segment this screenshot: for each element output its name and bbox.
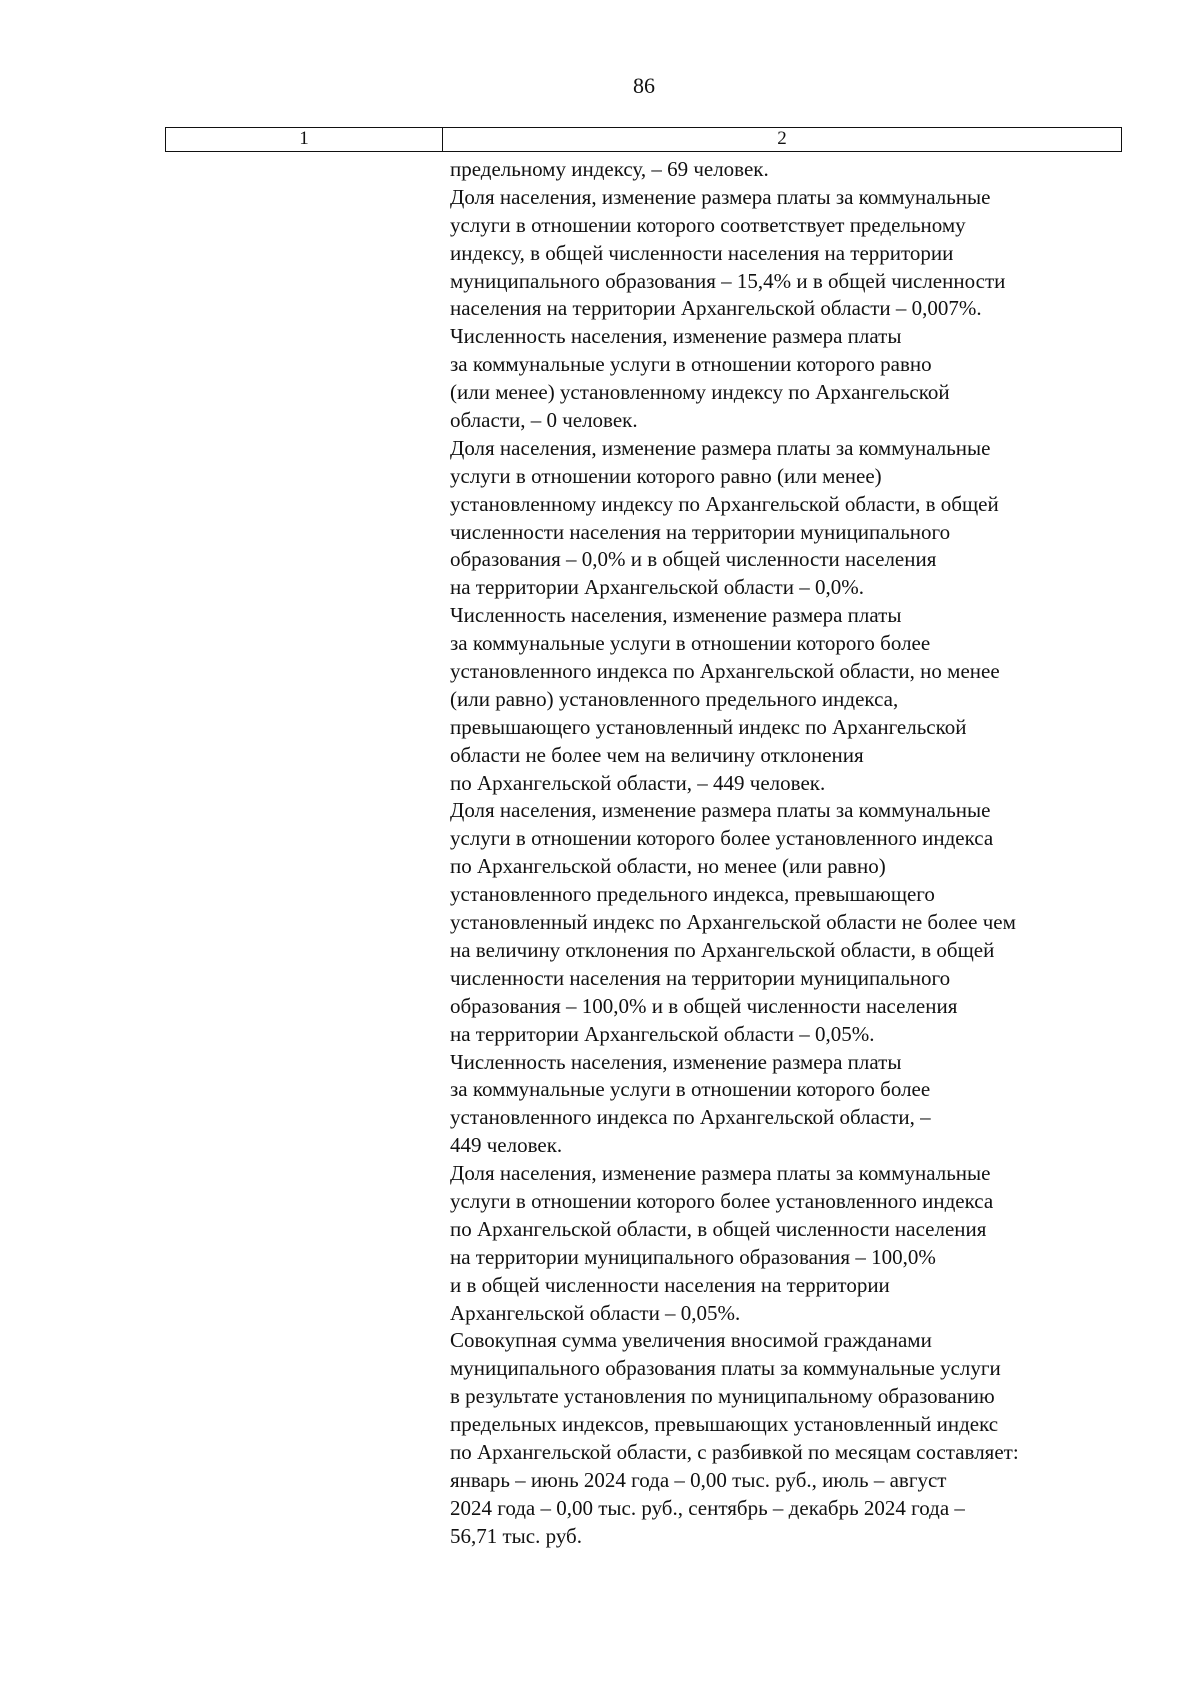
text-line: 2024 года – 0,00 тыс. руб., сентябрь – декабрь 2024 года – bbox=[450, 1495, 965, 1520]
text-line: по Архангельской области, но менее (или равно) bbox=[450, 854, 886, 879]
text-line: Доля населения, изменение размера платы за коммунальные bbox=[450, 435, 991, 460]
text-line: Численность населения, изменение размера платы bbox=[450, 1049, 902, 1074]
page-number: 86 bbox=[633, 73, 655, 98]
text-line: области не более чем на величину отклонения bbox=[450, 742, 864, 767]
text-line: Доля населения, изменение размера платы за коммунальные bbox=[450, 1161, 991, 1186]
text-line: по Архангельской области, – 449 человек. bbox=[450, 770, 826, 795]
text-line: образования – 100,0% и в общей численности населения bbox=[450, 993, 958, 1018]
text-line: муниципального образования – 15,4% и в общей численности bbox=[450, 268, 1006, 293]
text-line: области, – 0 человек. bbox=[450, 408, 638, 433]
text-line: индексу, в общей численности населения на территории bbox=[450, 240, 954, 265]
text-line: на территории муниципального образования – 100,0% bbox=[450, 1244, 936, 1269]
text-line: Архангельской области – 0,05%. bbox=[450, 1300, 741, 1325]
text-line: численности населения на территории муниципального bbox=[450, 519, 951, 544]
text-line: Численность населения, изменение размера платы bbox=[450, 603, 902, 628]
text-line: (или менее) установленному индексу по Архангельской bbox=[450, 380, 950, 405]
text-line: предельных индексов, превышающих установленный индекс bbox=[450, 1412, 999, 1437]
text-line: Доля населения, изменение размера платы за коммунальные bbox=[450, 798, 991, 823]
text-line: по Архангельской области, в общей численности населения bbox=[450, 1216, 987, 1241]
text-line: установленный индекс по Архангельской области не более чем bbox=[450, 910, 1016, 935]
text-line: 449 человек. bbox=[450, 1133, 563, 1158]
text-line: установленного предельного индекса, превышающего bbox=[450, 882, 935, 907]
text-line: за коммунальные услуги в отношении которого равно bbox=[450, 352, 932, 377]
text-line: образования – 0,0% и в общей численности населения bbox=[450, 547, 937, 572]
text-line: установленного индекса по Архангельской области, – bbox=[450, 1105, 931, 1130]
text-line: услуги в отношении которого более установленного индекса bbox=[450, 1188, 994, 1213]
text-line: (или равно) установленного предельного индекса, bbox=[450, 686, 899, 711]
text-line: Численность населения, изменение размера платы bbox=[450, 324, 902, 349]
text-line: услуги в отношении которого более установленного индекса bbox=[450, 826, 994, 851]
text-line: в результате установления по муниципальному образованию bbox=[450, 1384, 995, 1409]
text-line: установленного индекса по Архангельской области, но менее bbox=[450, 659, 1000, 684]
text-line: за коммунальные услуги в отношении которого более bbox=[450, 631, 931, 656]
text-line: предельному индексу, – 69 человек. bbox=[450, 157, 769, 181]
column-number-1: 1 bbox=[166, 128, 443, 151]
table-cell-text bbox=[450, 156, 1130, 1551]
text-line: превышающего установленный индекс по Архангельской bbox=[450, 714, 967, 739]
text-line: Доля населения, изменение размера платы за коммунальные bbox=[450, 184, 991, 209]
table-column-header-row bbox=[165, 127, 1122, 152]
text-line: услуги в отношении которого соответствует предельному bbox=[450, 212, 966, 237]
text-line: населения на территории Архангельской области – 0,007%. bbox=[450, 296, 982, 321]
text-line: на территории Архангельской области – 0,0%. bbox=[450, 575, 864, 600]
text-line: на величину отклонения по Архангельской области, в общей bbox=[450, 937, 995, 962]
text-line: январь – июнь 2024 года – 0,00 тыс. руб., июль – август bbox=[450, 1467, 947, 1492]
text-line: по Архангельской области, с разбивкой по месяцам составляет: bbox=[450, 1439, 1019, 1464]
text-line: за коммунальные услуги в отношении которого более bbox=[450, 1077, 931, 1102]
text-line: 56,71 тыс. руб. bbox=[450, 1523, 582, 1548]
text-line: установленному индексу по Архангельской области, в общей bbox=[450, 491, 999, 516]
column-number-2: 2 bbox=[777, 128, 787, 149]
text-line: услуги в отношении которого равно (или менее) bbox=[450, 463, 882, 488]
text-line: муниципального образования платы за коммунальные услуги bbox=[450, 1356, 1001, 1381]
text-line: Совокупная сумма увеличения вносимой гражданами bbox=[450, 1328, 932, 1353]
text-line: и в общей численности населения на территории bbox=[450, 1272, 890, 1297]
text-line: на территории Архангельской области – 0,05%. bbox=[450, 1021, 875, 1046]
text-line: численности населения на территории муниципального bbox=[450, 965, 951, 990]
